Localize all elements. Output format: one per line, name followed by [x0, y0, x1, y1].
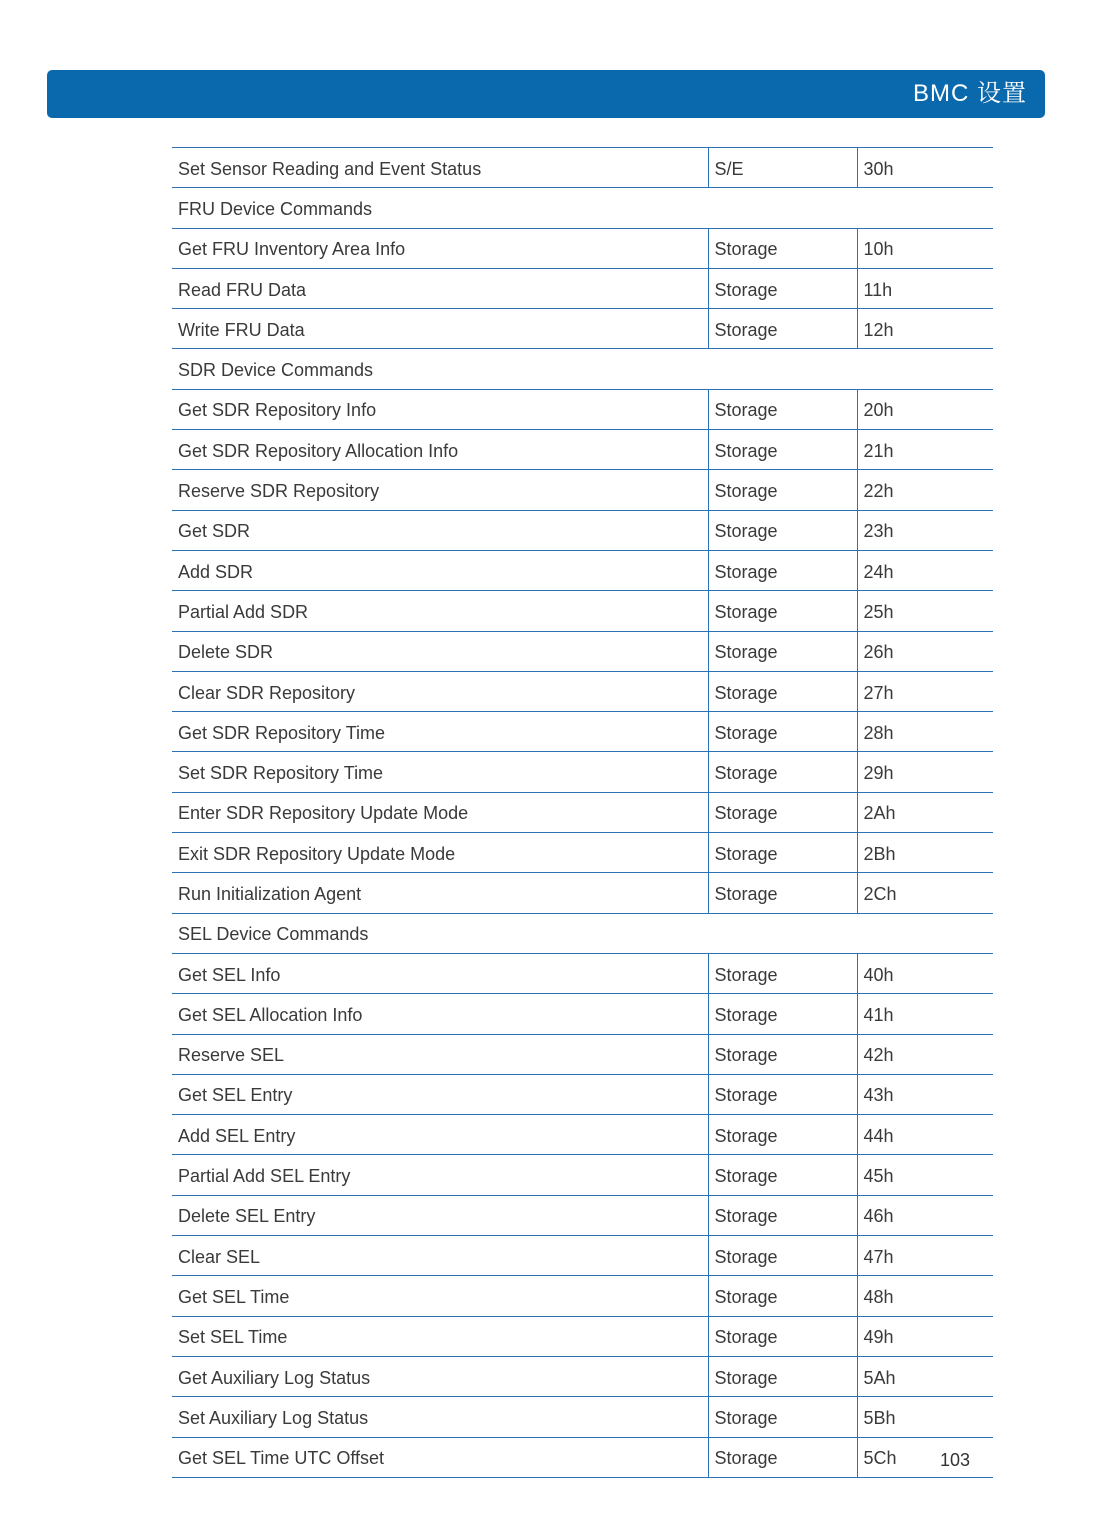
- command-name-cell: Get SEL Info: [172, 953, 708, 993]
- command-name-cell: Set Sensor Reading and Event Status: [172, 148, 708, 188]
- command-type-cell: Storage: [708, 792, 857, 832]
- table-row: [172, 1115, 993, 1155]
- table-row: [172, 1074, 993, 1114]
- command-type-cell: Storage: [708, 1397, 857, 1437]
- command-type-cell: Storage: [708, 1155, 857, 1195]
- table-row: [172, 1155, 993, 1195]
- command-type-cell: Storage: [708, 228, 857, 268]
- command-code-cell: 5Ch: [857, 1437, 993, 1477]
- section-title: FRU Device Commands: [172, 188, 993, 228]
- command-code-cell: 28h: [857, 712, 993, 752]
- command-code-cell: 48h: [857, 1276, 993, 1316]
- page-number: 103: [940, 1450, 971, 1470]
- command-type-cell: Storage: [708, 1034, 857, 1074]
- table-row: [172, 591, 993, 631]
- command-type-cell: Storage: [708, 1115, 857, 1155]
- command-name-cell: Partial Add SDR: [172, 591, 708, 631]
- command-name-cell: Get SEL Time UTC Offset: [172, 1437, 708, 1477]
- command-type-cell: Storage: [708, 752, 857, 792]
- table-row: [172, 1195, 993, 1235]
- table-row: [172, 873, 993, 913]
- command-code-cell: 2Ch: [857, 873, 993, 913]
- command-name-cell: Add SDR: [172, 550, 708, 590]
- command-code-cell: 24h: [857, 550, 993, 590]
- section-header-row: [172, 913, 993, 953]
- command-code-cell: 26h: [857, 631, 993, 671]
- command-code-cell: 40h: [857, 953, 993, 993]
- chapter-header-bar: [47, 70, 1045, 118]
- command-name-cell: Get Auxiliary Log Status: [172, 1356, 708, 1396]
- command-code-cell: 43h: [857, 1074, 993, 1114]
- table-row: [172, 752, 993, 792]
- command-type-cell: Storage: [708, 994, 857, 1034]
- command-type-cell: Storage: [708, 430, 857, 470]
- command-code-cell: 5Bh: [857, 1397, 993, 1437]
- command-code-cell: 25h: [857, 591, 993, 631]
- section-title: SEL Device Commands: [172, 913, 993, 953]
- table-row: [172, 389, 993, 429]
- table-row: [172, 994, 993, 1034]
- command-name-cell: Enter SDR Repository Update Mode: [172, 792, 708, 832]
- table-row: [172, 671, 993, 711]
- command-code-cell: 30h: [857, 148, 993, 188]
- command-name-cell: Get SDR: [172, 510, 708, 550]
- command-type-cell: Storage: [708, 268, 857, 308]
- command-name-cell: Reserve SEL: [172, 1034, 708, 1074]
- table-row: [172, 1236, 993, 1276]
- command-name-cell: Partial Add SEL Entry: [172, 1155, 708, 1195]
- command-type-cell: Storage: [708, 873, 857, 913]
- command-code-cell: 49h: [857, 1316, 993, 1356]
- command-name-cell: Delete SEL Entry: [172, 1195, 708, 1235]
- command-name-cell: Get SEL Time: [172, 1276, 708, 1316]
- table-row: [172, 268, 993, 308]
- table-row: [172, 1276, 993, 1316]
- table-row: [172, 1437, 993, 1477]
- command-type-cell: Storage: [708, 671, 857, 711]
- command-type-cell: Storage: [708, 1356, 857, 1396]
- command-type-cell: Storage: [708, 1437, 857, 1477]
- command-type-cell: Storage: [708, 470, 857, 510]
- section-title: SDR Device Commands: [172, 349, 993, 389]
- command-name-cell: Set SDR Repository Time: [172, 752, 708, 792]
- command-code-cell: 45h: [857, 1155, 993, 1195]
- command-type-cell: Storage: [708, 1074, 857, 1114]
- table-row: [172, 228, 993, 268]
- command-name-cell: Set Auxiliary Log Status: [172, 1397, 708, 1437]
- command-code-cell: 21h: [857, 430, 993, 470]
- command-code-cell: 11h: [857, 268, 993, 308]
- command-table-body: [172, 148, 993, 1478]
- table-row: [172, 430, 993, 470]
- command-name-cell: Exit SDR Repository Update Mode: [172, 833, 708, 873]
- command-name-cell: Add SEL Entry: [172, 1115, 708, 1155]
- command-type-cell: Storage: [708, 1195, 857, 1235]
- command-type-cell: Storage: [708, 389, 857, 429]
- table-row: [172, 792, 993, 832]
- table-row: [172, 309, 993, 349]
- command-name-cell: Get SEL Entry: [172, 1074, 708, 1114]
- table-row: [172, 1316, 993, 1356]
- table-row: [172, 470, 993, 510]
- command-code-cell: 29h: [857, 752, 993, 792]
- command-code-cell: 12h: [857, 309, 993, 349]
- table-row: [172, 833, 993, 873]
- table-row: [172, 510, 993, 550]
- command-type-cell: Storage: [708, 1236, 857, 1276]
- table-row: [172, 550, 993, 590]
- command-code-cell: 23h: [857, 510, 993, 550]
- command-type-cell: Storage: [708, 510, 857, 550]
- table-row: [172, 1397, 993, 1437]
- command-code-cell: 22h: [857, 470, 993, 510]
- command-code-cell: 27h: [857, 671, 993, 711]
- section-header-row: [172, 188, 993, 228]
- table-row: [172, 631, 993, 671]
- command-name-cell: Set SEL Time: [172, 1316, 708, 1356]
- command-type-cell: Storage: [708, 1316, 857, 1356]
- command-type-cell: Storage: [708, 712, 857, 752]
- command-type-cell: Storage: [708, 550, 857, 590]
- command-code-cell: 5Ah: [857, 1356, 993, 1396]
- table-row: [172, 148, 993, 188]
- command-code-cell: 46h: [857, 1195, 993, 1235]
- command-name-cell: Reserve SDR Repository: [172, 470, 708, 510]
- command-type-cell: Storage: [708, 309, 857, 349]
- section-header-row: [172, 349, 993, 389]
- table-row: [172, 1034, 993, 1074]
- command-code-cell: 47h: [857, 1236, 993, 1276]
- table-row: [172, 712, 993, 752]
- table-row: [172, 953, 993, 993]
- command-name-cell: Clear SDR Repository: [172, 671, 708, 711]
- command-type-cell: Storage: [708, 631, 857, 671]
- command-code-cell: 42h: [857, 1034, 993, 1074]
- command-name-cell: Get SEL Allocation Info: [172, 994, 708, 1034]
- command-name-cell: Run Initialization Agent: [172, 873, 708, 913]
- command-type-cell: Storage: [708, 833, 857, 873]
- command-code-cell: 20h: [857, 389, 993, 429]
- command-name-cell: Get SDR Repository Info: [172, 389, 708, 429]
- command-name-cell: Clear SEL: [172, 1236, 708, 1276]
- command-code-cell: 41h: [857, 994, 993, 1034]
- command-code-cell: 10h: [857, 228, 993, 268]
- command-type-cell: Storage: [708, 591, 857, 631]
- command-name-cell: Write FRU Data: [172, 309, 708, 349]
- command-name-cell: Get SDR Repository Allocation Info: [172, 430, 708, 470]
- command-code-cell: 44h: [857, 1115, 993, 1155]
- command-type-cell: Storage: [708, 1276, 857, 1316]
- command-type-cell: Storage: [708, 953, 857, 993]
- command-type-cell: S/E: [708, 148, 857, 188]
- command-code-cell: 2Ah: [857, 792, 993, 832]
- table-row: [172, 1356, 993, 1396]
- ipmi-command-table: [172, 147, 993, 1478]
- command-code-cell: 2Bh: [857, 833, 993, 873]
- command-name-cell: Read FRU Data: [172, 268, 708, 308]
- command-name-cell: Get FRU Inventory Area Info: [172, 228, 708, 268]
- chapter-title: BMC 设置: [913, 80, 1027, 107]
- command-name-cell: Delete SDR: [172, 631, 708, 671]
- command-name-cell: Get SDR Repository Time: [172, 712, 708, 752]
